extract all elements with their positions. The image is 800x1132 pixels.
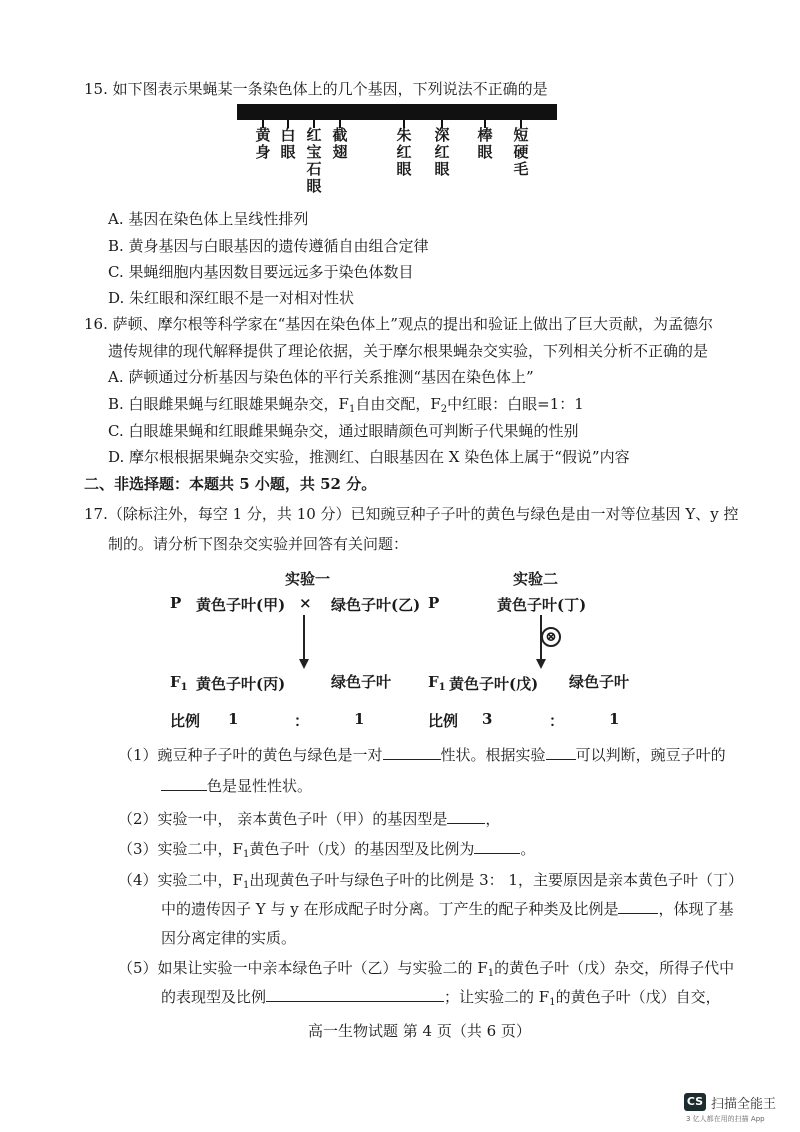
scanner-name: 扫描全能王 xyxy=(711,1097,777,1112)
exp2-child1: 黄色子叶(戊) xyxy=(449,675,539,693)
q17-stem-line1: 17.（除标注外，每空 1 分，共 10 分）已知豌豆种子子叶的黄色与绿色是由一对等位基因 Y、y 控 xyxy=(84,505,739,523)
self-cross-icon: ⊗ xyxy=(541,627,561,647)
q16-option-d: D. 摩尔根根据果蝇杂交实验，推测红、白眼基因在 X 染色体上属于“假说”内容 xyxy=(108,448,630,466)
exp2-p-label: P xyxy=(428,594,440,612)
scanner-logo: CS xyxy=(684,1093,706,1111)
gene-label: 棒眼 xyxy=(477,126,493,161)
exp1-f1-label: $F_1$ xyxy=(170,673,188,693)
exp2-ratio-label: 比例 xyxy=(428,712,459,730)
q17-sub1-line2: 色是显性性状。 xyxy=(161,775,312,796)
q15-option-b: B. 黄身基因与白眼基因的遗传遵循自由组合定律 xyxy=(108,237,429,255)
answer-blank[interactable] xyxy=(447,809,485,824)
q16-option-a: A. 萨顿通过分析基因与染色体的平行关系推测“基因在染色体上” xyxy=(108,368,534,386)
exp1-parent2: 绿色子叶(乙) xyxy=(331,596,421,614)
exp1-arrow-line xyxy=(303,615,305,661)
exp1-ratio-value: 1 xyxy=(228,710,239,728)
q16-option-c: C. 白眼雄果蝇和红眼雌果蝇杂交，通过眼睛颜色可判断子代果蝇的性别 xyxy=(108,422,579,440)
exp2-ratio-value: 1 xyxy=(609,710,620,728)
q17-sub3: （3）实验二中，$F_1$黄色子叶（戊）的基因型及比例为 。 xyxy=(118,840,536,860)
gene-label: 红宝石眼 xyxy=(306,126,322,195)
answer-blank[interactable] xyxy=(383,745,441,760)
q17-sub4-line1: （4）实验二中，$F_1$出现黄色子叶与绿色子叶的比例是 3： 1，主要原因是亲本黄色子叶（丁） xyxy=(118,871,743,891)
q17-stem-line2: 制的。请分析下图杂交实验并回答有关问题： xyxy=(108,535,409,553)
q15-option-d: D. 朱红眼和深红眼不是一对相对性状 xyxy=(108,289,355,307)
exp1-title: 实验一 xyxy=(285,570,331,588)
exp1-p-label: P xyxy=(170,594,182,612)
exp1-arrow-head xyxy=(299,659,309,669)
q16-stem-line2: 遗传规律的现代解释提供了理论依据，关于摩尔根果蝇杂交实验，下列相关分析不正确的是 xyxy=(108,342,709,360)
answer-blank[interactable] xyxy=(618,899,658,914)
q16-stem-line1: 16. 萨顿、摩尔根等科学家在“基因在染色体上”观点的提出和验证上做出了巨大贡献，为孟德尔 xyxy=(84,315,713,333)
answer-blank[interactable] xyxy=(161,776,207,791)
exp2-ratio-colon: ： xyxy=(549,712,565,730)
gene-label: 黄身 xyxy=(255,126,271,161)
gene-label: 朱红眼 xyxy=(396,126,412,178)
exp2-f1-label: $F_1$ xyxy=(428,673,446,693)
q15-stem: 15. 如下图表示果蝇某一条染色体上的几个基因，下列说法不正确的是 xyxy=(84,80,548,98)
gene-label: 截翅 xyxy=(332,126,348,161)
exp2-ratio-value: 3 xyxy=(482,710,493,728)
exp1-child1: 黄色子叶(丙) xyxy=(196,675,286,693)
exp1-parent1: 黄色子叶(甲) xyxy=(196,596,286,614)
page-footer: 高一生物试题 第 4 页（共 6 页） xyxy=(308,1022,531,1040)
q17-sub2: （2）实验一中， 亲本黄色子叶（甲）的基因型是 ， xyxy=(118,810,501,828)
answer-blank[interactable] xyxy=(266,987,444,1002)
exp1-ratio-label: 比例 xyxy=(170,712,201,730)
exp2-child2: 绿色子叶 xyxy=(569,673,630,691)
answer-blank[interactable] xyxy=(546,745,576,760)
exp1-child2: 绿色子叶 xyxy=(331,673,392,691)
gene-label: 白眼 xyxy=(280,126,296,161)
answer-blank[interactable] xyxy=(474,839,520,854)
cross-symbol: × xyxy=(299,594,312,612)
q17-sub1-line1: （1）豌豆种子子叶的黄色与绿色是一对 性状。根据实验 可以判断，豌豆子叶的 xyxy=(118,746,726,764)
chromosome-bar xyxy=(237,104,557,120)
scanner-tagline: 3 亿人都在用的扫描 App xyxy=(686,1115,765,1123)
exp1-ratio-colon: ： xyxy=(294,712,310,730)
exp2-parent: 黄色子叶(丁) xyxy=(497,596,587,614)
q17-sub4-line3: 因分离定律的实质。 xyxy=(161,929,297,947)
q17-sub4-line2: 中的遗传因子 Y 与 y 在形成配子时分离。丁产生的配子种类及比例是 ，体现了基 xyxy=(161,900,734,918)
exp1-ratio-value: 1 xyxy=(354,710,365,728)
q15-option-c: C. 果蝇细胞内基因数目要远远多于染色体数目 xyxy=(108,263,414,281)
exp2-arrow-head xyxy=(536,659,546,669)
q15-option-a: A. 基因在染色体上呈线性排列 xyxy=(108,210,309,228)
section-heading: 二、非选择题：本题共 5 小题，共 52 分。 xyxy=(84,475,377,493)
gene-label: 深红眼 xyxy=(434,126,450,178)
exp2-title: 实验二 xyxy=(513,570,559,588)
q17-sub5-line1: （5）如果让实验一中亲本绿色子叶（乙）与实验二的 $F_1$的黄色子叶（戊）杂交，所得子代中 xyxy=(118,959,735,979)
q16-option-b: B. 白眼雌果蝇与红眼雄果蝇杂交，$F_1$自由交配，$F_2$中红眼：白眼=1：1 xyxy=(108,395,584,415)
gene-label: 短硬毛 xyxy=(513,126,529,178)
q17-sub5-line2: 的表现型及比例 ；让实验二的 $F_1$的黄色子叶（戊）自交， xyxy=(161,988,721,1008)
